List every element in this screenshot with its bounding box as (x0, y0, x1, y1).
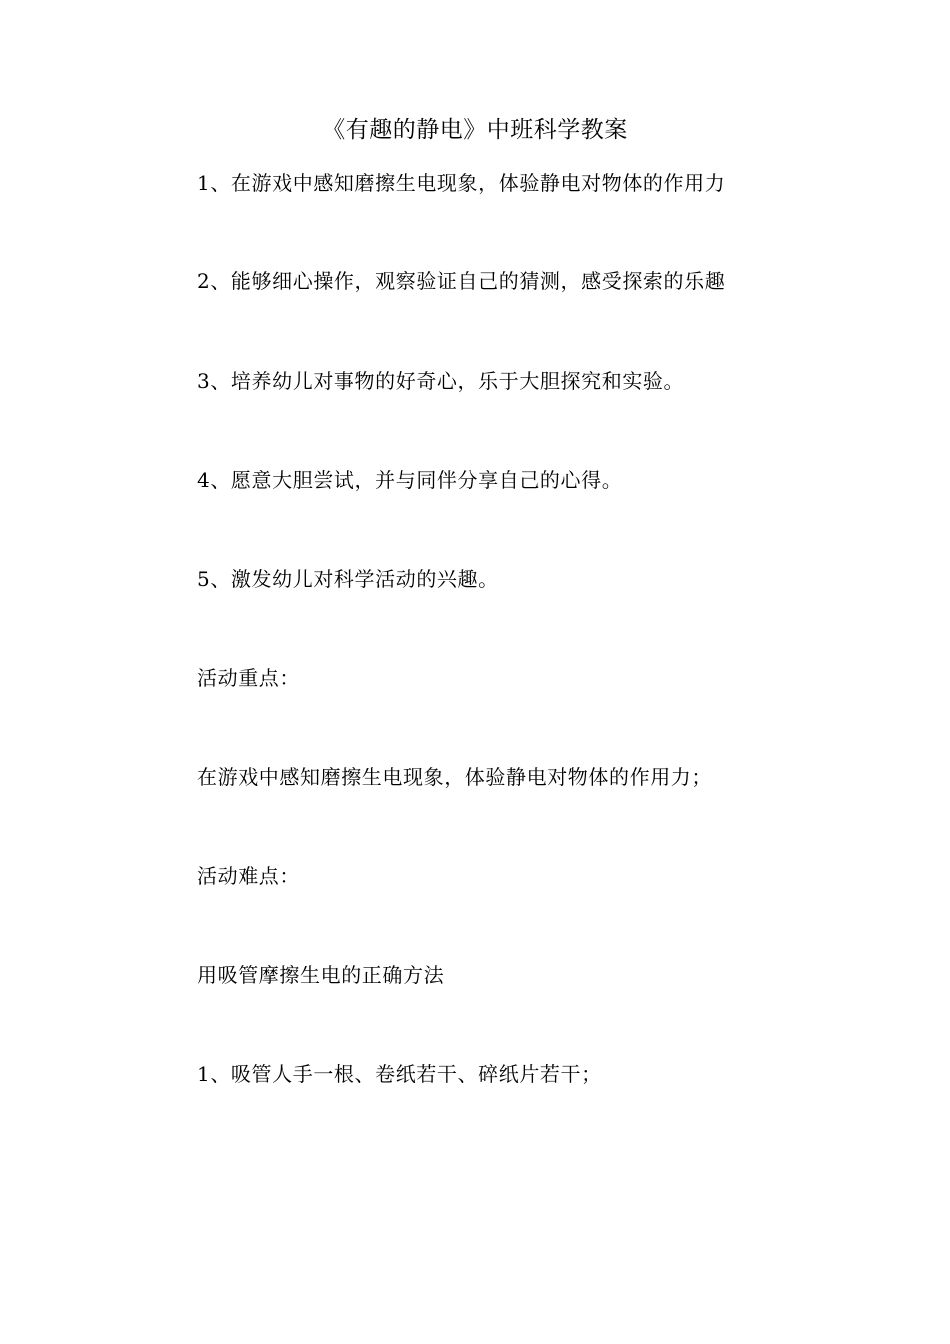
key-point-text: 在游戏中感知磨擦生电现象，体验静电对物体的作用力； (197, 765, 712, 789)
document-title: 《有趣的静电》中班科学教案 (322, 117, 628, 143)
difficulty-heading: 活动难点： (197, 864, 300, 888)
goal-line-5: 5、激发幼儿对科学活动的兴趣。 (197, 567, 499, 591)
goal-line-4: 4、愿意大胆尝试，并与同伴分享自己的心得。 (197, 468, 623, 492)
goal-line-1: 1、在游戏中感知磨擦生电现象，体验静电对物体的作用力 (197, 171, 726, 195)
key-point-heading: 活动重点： (197, 666, 300, 690)
materials-line-1: 1、吸管人手一根、卷纸若干、碎纸片若干； (197, 1062, 602, 1086)
goal-line-3: 3、培养幼儿对事物的好奇心，乐于大胆探究和实验。 (197, 369, 685, 393)
difficulty-text: 用吸管摩擦生电的正确方法 (197, 963, 445, 987)
goal-line-2: 2、能够细心操作，观察验证自己的猜测，感受探索的乐趣 (197, 269, 726, 293)
